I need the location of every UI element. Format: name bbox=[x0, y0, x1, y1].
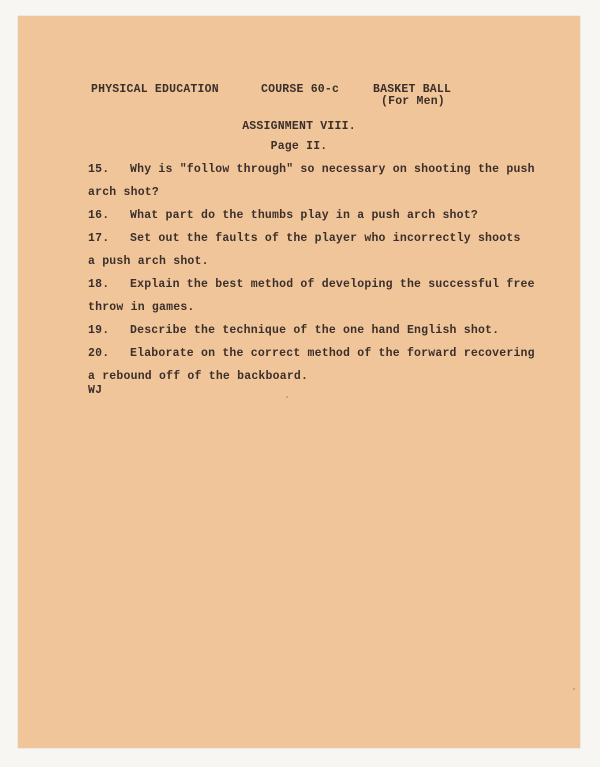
question-text-continued: arch shot? bbox=[88, 186, 160, 199]
audience-label: (For Men) bbox=[381, 95, 445, 108]
document-page bbox=[18, 16, 580, 748]
question-number: 16. bbox=[88, 209, 110, 222]
question-item bbox=[88, 346, 538, 392]
question-text: Explain the best method of developing the successful free bbox=[130, 278, 535, 291]
page-number: Page II. bbox=[270, 140, 328, 153]
question-text: Elaborate on the correct method of the forward recovering bbox=[130, 347, 535, 360]
department-label: PHYSICAL EDUCATION bbox=[91, 83, 219, 96]
question-number: 19. bbox=[88, 324, 110, 337]
question-item bbox=[88, 231, 538, 277]
question-list bbox=[88, 162, 538, 392]
question-item bbox=[88, 162, 538, 208]
question-item bbox=[88, 208, 538, 231]
author-initials: WJ bbox=[88, 384, 103, 397]
paper-speck bbox=[573, 688, 575, 690]
question-text: Set out the faults of the player who incorrectly shoots bbox=[130, 232, 521, 245]
question-number: 15. bbox=[88, 163, 110, 176]
question-text: Why is "follow through" so necessary on shooting the push bbox=[130, 163, 535, 176]
course-label: COURSE 60-c bbox=[261, 83, 340, 96]
question-text-continued: throw in games. bbox=[88, 301, 195, 314]
question-item bbox=[88, 277, 538, 323]
question-number: 20. bbox=[88, 347, 110, 360]
assignment-title: ASSIGNMENT VIII. bbox=[242, 120, 356, 133]
paper-speck bbox=[286, 396, 288, 398]
document-header bbox=[91, 83, 541, 123]
subject-label: BASKET BALL bbox=[373, 83, 452, 96]
question-item bbox=[88, 323, 538, 346]
question-text-continued: a push arch shot. bbox=[88, 255, 209, 268]
question-number: 17. bbox=[88, 232, 110, 245]
question-number: 18. bbox=[88, 278, 110, 291]
question-text: What part do the thumbs play in a push arch shot? bbox=[130, 209, 478, 222]
question-text-continued: a rebound off of the backboard. bbox=[88, 370, 309, 383]
question-text: Describe the technique of the one hand English shot. bbox=[130, 324, 500, 337]
